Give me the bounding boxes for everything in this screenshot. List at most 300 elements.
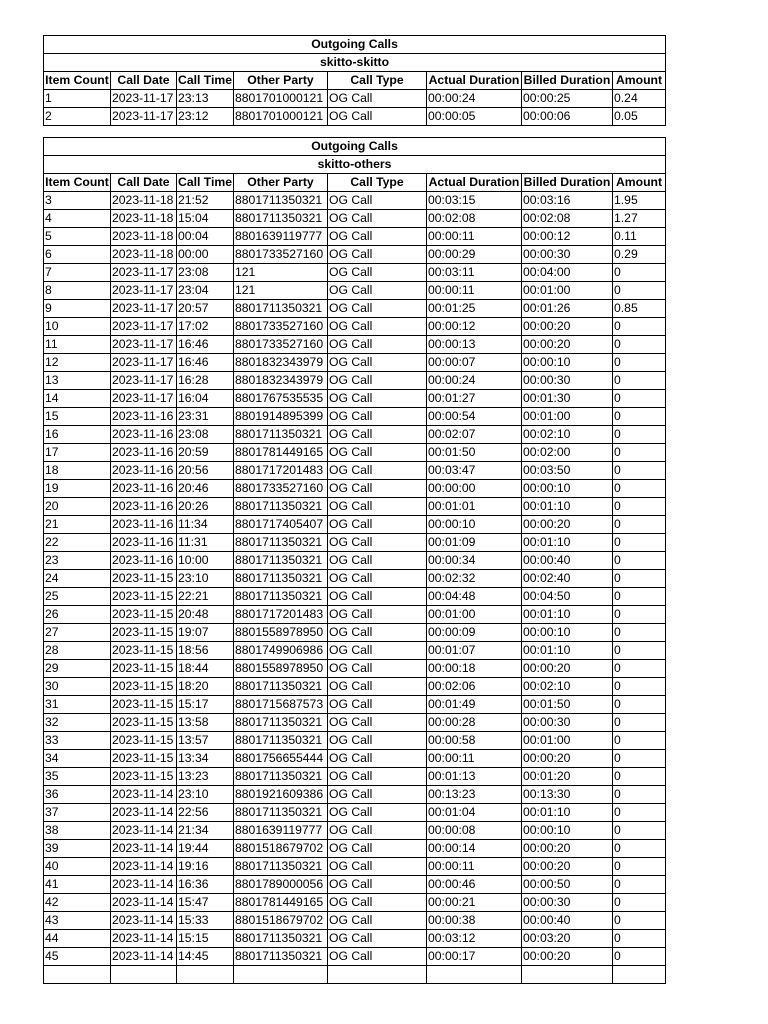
actual-duration-cell: 00:02:06	[427, 678, 522, 696]
call-time-cell: 15:04	[177, 210, 234, 228]
call-type-cell: OG Call	[328, 210, 427, 228]
outgoing-calls-table-skitto-others	[43, 137, 666, 984]
item-count-cell: 1	[44, 90, 111, 108]
billed-duration-cell: 00:04:50	[522, 588, 613, 606]
table-row	[44, 804, 666, 822]
amount-cell: 0	[613, 858, 666, 876]
call-time-cell: 16:46	[177, 354, 234, 372]
amount-cell: 0	[613, 588, 666, 606]
table-row	[44, 822, 666, 840]
actual-duration-cell: 00:13:23	[427, 786, 522, 804]
billed-duration-cell: 00:00:25	[522, 90, 613, 108]
actual-duration-cell: 00:00:21	[427, 894, 522, 912]
amount-cell: 0	[613, 318, 666, 336]
empty-cell	[44, 966, 111, 984]
other-party-cell: 8801711350321	[234, 192, 328, 210]
actual-duration-cell: 00:03:12	[427, 930, 522, 948]
item-count-cell: 32	[44, 714, 111, 732]
table-row	[44, 642, 666, 660]
header-call-type: Call Type	[328, 174, 427, 192]
other-party-cell: 8801711350321	[234, 768, 328, 786]
amount-cell: 0	[613, 534, 666, 552]
actual-duration-cell: 00:02:32	[427, 570, 522, 588]
billed-duration-cell: 00:00:40	[522, 552, 613, 570]
call-type-cell: OG Call	[328, 462, 427, 480]
amount-cell: 0	[613, 444, 666, 462]
call-type-cell: OG Call	[328, 390, 427, 408]
amount-cell: 0.05	[613, 108, 666, 126]
call-time-cell: 14:45	[177, 948, 234, 966]
item-count-cell: 10	[44, 318, 111, 336]
item-count-cell: 17	[44, 444, 111, 462]
item-count-cell: 12	[44, 354, 111, 372]
table-row	[44, 462, 666, 480]
table-row	[44, 732, 666, 750]
call-type-cell: OG Call	[328, 534, 427, 552]
table-row	[44, 930, 666, 948]
item-count-cell: 14	[44, 390, 111, 408]
call-time-cell: 13:23	[177, 768, 234, 786]
table-row	[44, 108, 666, 126]
call-type-cell: OG Call	[328, 894, 427, 912]
amount-cell: 0	[613, 660, 666, 678]
table-row	[44, 894, 666, 912]
call-date-cell: 2023-11-16	[111, 426, 177, 444]
item-count-cell: 8	[44, 282, 111, 300]
header-actual-duration: Actual Duration	[427, 72, 522, 90]
actual-duration-cell: 00:00:24	[427, 90, 522, 108]
actual-duration-cell: 00:00:54	[427, 408, 522, 426]
call-date-cell: 2023-11-15	[111, 714, 177, 732]
call-time-cell: 21:52	[177, 192, 234, 210]
billed-duration-cell: 00:01:00	[522, 732, 613, 750]
other-party-cell: 8801717405407	[234, 516, 328, 534]
empty-cell	[522, 966, 613, 984]
table-row	[44, 300, 666, 318]
call-date-cell: 2023-11-17	[111, 264, 177, 282]
table-row	[44, 786, 666, 804]
call-type-cell: OG Call	[328, 372, 427, 390]
amount-cell: 0	[613, 714, 666, 732]
call-date-cell: 2023-11-14	[111, 858, 177, 876]
call-date-cell: 2023-11-15	[111, 768, 177, 786]
billed-duration-cell: 00:01:30	[522, 390, 613, 408]
amount-cell: 1.95	[613, 192, 666, 210]
call-date-cell: 2023-11-15	[111, 588, 177, 606]
call-type-cell: OG Call	[328, 912, 427, 930]
actual-duration-cell: 00:00:13	[427, 336, 522, 354]
call-time-cell: 15:33	[177, 912, 234, 930]
table-row	[44, 534, 666, 552]
amount-cell: 0	[613, 408, 666, 426]
amount-cell: 0	[613, 570, 666, 588]
item-count-cell: 20	[44, 498, 111, 516]
billed-duration-cell: 00:00:20	[522, 318, 613, 336]
actual-duration-cell: 00:00:24	[427, 372, 522, 390]
billed-duration-cell: 00:00:20	[522, 336, 613, 354]
billed-duration-cell: 00:02:40	[522, 570, 613, 588]
other-party-cell: 8801781449165	[234, 444, 328, 462]
call-date-cell: 2023-11-15	[111, 570, 177, 588]
other-party-cell: 8801711350321	[234, 534, 328, 552]
billed-duration-cell: 00:03:20	[522, 930, 613, 948]
table-subtitle: skitto-skitto	[44, 54, 666, 72]
empty-cell	[177, 966, 234, 984]
billed-duration-cell: 00:02:10	[522, 678, 613, 696]
empty-cell	[427, 966, 522, 984]
other-party-cell: 8801717201483	[234, 462, 328, 480]
call-date-cell: 2023-11-16	[111, 534, 177, 552]
amount-cell: 0	[613, 480, 666, 498]
actual-duration-cell: 00:00:34	[427, 552, 522, 570]
call-date-cell: 2023-11-17	[111, 372, 177, 390]
actual-duration-cell: 00:01:13	[427, 768, 522, 786]
item-count-cell: 29	[44, 660, 111, 678]
call-date-cell: 2023-11-16	[111, 444, 177, 462]
actual-duration-cell: 00:00:09	[427, 624, 522, 642]
other-party-cell: 8801711350321	[234, 714, 328, 732]
amount-cell: 0	[613, 606, 666, 624]
amount-cell: 0	[613, 930, 666, 948]
header-row	[44, 72, 666, 90]
actual-duration-cell: 00:01:50	[427, 444, 522, 462]
billed-duration-cell: 00:00:20	[522, 660, 613, 678]
actual-duration-cell: 00:00:29	[427, 246, 522, 264]
header-call-time: Call Time	[177, 72, 234, 90]
other-party-cell: 8801711350321	[234, 552, 328, 570]
actual-duration-cell: 00:01:25	[427, 300, 522, 318]
other-party-cell: 8801767535535	[234, 390, 328, 408]
call-type-cell: OG Call	[328, 444, 427, 462]
table-row	[44, 858, 666, 876]
actual-duration-cell: 00:01:07	[427, 642, 522, 660]
billed-duration-cell: 00:00:30	[522, 714, 613, 732]
call-type-cell: OG Call	[328, 264, 427, 282]
call-date-cell: 2023-11-18	[111, 228, 177, 246]
amount-cell: 0	[613, 282, 666, 300]
call-type-cell: OG Call	[328, 786, 427, 804]
billed-duration-cell: 00:01:50	[522, 696, 613, 714]
amount-cell: 0	[613, 948, 666, 966]
call-date-cell: 2023-11-14	[111, 912, 177, 930]
call-date-cell: 2023-11-15	[111, 642, 177, 660]
billed-duration-cell: 00:00:20	[522, 840, 613, 858]
header-billed-duration: Billed Duration	[522, 174, 613, 192]
other-party-cell: 8801558978950	[234, 660, 328, 678]
other-party-cell: 8801701000121	[234, 90, 328, 108]
table-row	[44, 210, 666, 228]
billed-duration-cell: 00:00:30	[522, 246, 613, 264]
call-type-cell: OG Call	[328, 336, 427, 354]
call-date-cell: 2023-11-18	[111, 192, 177, 210]
call-date-cell: 2023-11-14	[111, 822, 177, 840]
call-date-cell: 2023-11-14	[111, 804, 177, 822]
item-count-cell: 45	[44, 948, 111, 966]
call-time-cell: 18:44	[177, 660, 234, 678]
item-count-cell: 2	[44, 108, 111, 126]
call-type-cell: OG Call	[328, 480, 427, 498]
actual-duration-cell: 00:01:09	[427, 534, 522, 552]
amount-cell: 0	[613, 516, 666, 534]
amount-cell: 0	[613, 552, 666, 570]
call-type-cell: OG Call	[328, 246, 427, 264]
billed-duration-cell: 00:13:30	[522, 786, 613, 804]
other-party-cell: 8801711350321	[234, 732, 328, 750]
call-type-cell: OG Call	[328, 858, 427, 876]
call-date-cell: 2023-11-17	[111, 90, 177, 108]
other-party-cell: 8801832343979	[234, 354, 328, 372]
call-time-cell: 16:28	[177, 372, 234, 390]
header-other-party: Other Party	[234, 174, 328, 192]
billed-duration-cell: 00:00:50	[522, 876, 613, 894]
item-count-cell: 15	[44, 408, 111, 426]
table-row	[44, 750, 666, 768]
call-date-cell: 2023-11-16	[111, 408, 177, 426]
other-party-cell: 8801711350321	[234, 300, 328, 318]
call-type-cell: OG Call	[328, 108, 427, 126]
call-date-cell: 2023-11-14	[111, 876, 177, 894]
other-party-cell: 8801921609386	[234, 786, 328, 804]
call-time-cell: 20:46	[177, 480, 234, 498]
call-type-cell: OG Call	[328, 516, 427, 534]
other-party-cell: 8801733527160	[234, 480, 328, 498]
actual-duration-cell: 00:01:00	[427, 606, 522, 624]
call-time-cell: 23:13	[177, 90, 234, 108]
call-type-cell: OG Call	[328, 606, 427, 624]
actual-duration-cell: 00:00:17	[427, 948, 522, 966]
billed-duration-cell: 00:01:10	[522, 642, 613, 660]
amount-cell: 0	[613, 786, 666, 804]
call-date-cell: 2023-11-14	[111, 930, 177, 948]
other-party-cell: 8801914895399	[234, 408, 328, 426]
call-type-cell: OG Call	[328, 876, 427, 894]
actual-duration-cell: 00:01:04	[427, 804, 522, 822]
other-party-cell: 8801789000056	[234, 876, 328, 894]
item-count-cell: 39	[44, 840, 111, 858]
amount-cell: 0	[613, 912, 666, 930]
item-count-cell: 28	[44, 642, 111, 660]
call-date-cell: 2023-11-16	[111, 498, 177, 516]
other-party-cell: 8801711350321	[234, 570, 328, 588]
call-date-cell: 2023-11-16	[111, 552, 177, 570]
call-type-cell: OG Call	[328, 822, 427, 840]
item-count-cell: 7	[44, 264, 111, 282]
call-date-cell: 2023-11-17	[111, 300, 177, 318]
other-party-cell: 8801733527160	[234, 318, 328, 336]
call-date-cell: 2023-11-18	[111, 246, 177, 264]
item-count-cell: 6	[44, 246, 111, 264]
table-body	[44, 192, 666, 984]
item-count-cell: 16	[44, 426, 111, 444]
billed-duration-cell: 00:00:10	[522, 624, 613, 642]
call-type-cell: OG Call	[328, 588, 427, 606]
table-row	[44, 624, 666, 642]
actual-duration-cell: 00:00:12	[427, 318, 522, 336]
call-time-cell: 15:15	[177, 930, 234, 948]
item-count-cell: 37	[44, 804, 111, 822]
actual-duration-cell: 00:02:07	[427, 426, 522, 444]
call-time-cell: 10:00	[177, 552, 234, 570]
call-time-cell: 13:34	[177, 750, 234, 768]
empty-cell	[613, 966, 666, 984]
call-date-cell: 2023-11-15	[111, 696, 177, 714]
table-row	[44, 876, 666, 894]
billed-duration-cell: 00:01:20	[522, 768, 613, 786]
call-time-cell: 00:04	[177, 228, 234, 246]
billed-duration-cell: 00:01:10	[522, 498, 613, 516]
amount-cell: 0.24	[613, 90, 666, 108]
other-party-cell: 8801715687573	[234, 696, 328, 714]
amount-cell: 0	[613, 426, 666, 444]
actual-duration-cell: 00:01:01	[427, 498, 522, 516]
table-row	[44, 426, 666, 444]
call-date-cell: 2023-11-18	[111, 210, 177, 228]
table-row	[44, 90, 666, 108]
other-party-cell: 8801711350321	[234, 678, 328, 696]
table-row	[44, 660, 666, 678]
other-party-cell: 8801756655444	[234, 750, 328, 768]
amount-cell: 0.85	[613, 300, 666, 318]
table-row	[44, 264, 666, 282]
call-time-cell: 23:31	[177, 408, 234, 426]
call-type-cell: OG Call	[328, 804, 427, 822]
actual-duration-cell: 00:00:08	[427, 822, 522, 840]
call-type-cell: OG Call	[328, 318, 427, 336]
item-count-cell: 35	[44, 768, 111, 786]
actual-duration-cell: 00:00:11	[427, 858, 522, 876]
call-time-cell: 18:56	[177, 642, 234, 660]
call-time-cell: 23:04	[177, 282, 234, 300]
amount-cell: 0	[613, 894, 666, 912]
call-type-cell: OG Call	[328, 228, 427, 246]
actual-duration-cell: 00:00:28	[427, 714, 522, 732]
item-count-cell: 21	[44, 516, 111, 534]
call-date-cell: 2023-11-16	[111, 516, 177, 534]
billed-duration-cell: 00:01:00	[522, 408, 613, 426]
call-type-cell: OG Call	[328, 552, 427, 570]
amount-cell: 1.27	[613, 210, 666, 228]
billed-duration-cell: 00:00:10	[522, 354, 613, 372]
amount-cell: 0	[613, 750, 666, 768]
call-time-cell: 19:16	[177, 858, 234, 876]
call-type-cell: OG Call	[328, 426, 427, 444]
billed-duration-cell: 00:00:12	[522, 228, 613, 246]
actual-duration-cell: 00:00:14	[427, 840, 522, 858]
actual-duration-cell: 00:00:58	[427, 732, 522, 750]
item-count-cell: 13	[44, 372, 111, 390]
billed-duration-cell: 00:00:10	[522, 480, 613, 498]
call-date-cell: 2023-11-17	[111, 336, 177, 354]
amount-cell: 0	[613, 354, 666, 372]
call-date-cell: 2023-11-15	[111, 732, 177, 750]
amount-cell: 0	[613, 840, 666, 858]
call-date-cell: 2023-11-14	[111, 894, 177, 912]
item-count-cell: 5	[44, 228, 111, 246]
header-row	[44, 174, 666, 192]
table-row	[44, 282, 666, 300]
call-time-cell: 20:26	[177, 498, 234, 516]
call-date-cell: 2023-11-14	[111, 840, 177, 858]
item-count-cell: 41	[44, 876, 111, 894]
call-type-cell: OG Call	[328, 750, 427, 768]
actual-duration-cell: 00:00:07	[427, 354, 522, 372]
other-party-cell: 8801711350321	[234, 498, 328, 516]
call-date-cell: 2023-11-14	[111, 786, 177, 804]
header-billed-duration: Billed Duration	[522, 72, 613, 90]
other-party-cell: 8801711350321	[234, 858, 328, 876]
call-type-cell: OG Call	[328, 678, 427, 696]
table-row	[44, 228, 666, 246]
call-type-cell: OG Call	[328, 192, 427, 210]
call-date-cell: 2023-11-15	[111, 660, 177, 678]
call-date-cell: 2023-11-17	[111, 390, 177, 408]
actual-duration-cell: 00:01:27	[427, 390, 522, 408]
call-type-cell: OG Call	[328, 948, 427, 966]
billed-duration-cell: 00:00:30	[522, 894, 613, 912]
other-party-cell: 8801711350321	[234, 426, 328, 444]
call-type-cell: OG Call	[328, 714, 427, 732]
billed-duration-cell: 00:00:10	[522, 822, 613, 840]
header-item-count: Item Count	[44, 72, 111, 90]
call-type-cell: OG Call	[328, 354, 427, 372]
amount-cell: 0	[613, 804, 666, 822]
other-party-cell: 8801711350321	[234, 804, 328, 822]
call-type-cell: OG Call	[328, 696, 427, 714]
other-party-cell: 8801711350321	[234, 588, 328, 606]
billed-duration-cell: 00:01:00	[522, 282, 613, 300]
item-count-cell: 42	[44, 894, 111, 912]
table-row	[44, 570, 666, 588]
amount-cell: 0	[613, 462, 666, 480]
call-time-cell: 00:00	[177, 246, 234, 264]
call-date-cell: 2023-11-17	[111, 282, 177, 300]
billed-duration-cell: 00:00:40	[522, 912, 613, 930]
billed-duration-cell: 00:02:10	[522, 426, 613, 444]
table-row	[44, 480, 666, 498]
call-time-cell: 20:56	[177, 462, 234, 480]
call-date-cell: 2023-11-16	[111, 462, 177, 480]
item-count-cell: 19	[44, 480, 111, 498]
billed-duration-cell: 00:00:20	[522, 750, 613, 768]
billed-duration-cell: 00:02:00	[522, 444, 613, 462]
actual-duration-cell: 00:00:11	[427, 282, 522, 300]
call-type-cell: OG Call	[328, 930, 427, 948]
header-amount: Amount	[613, 72, 666, 90]
actual-duration-cell: 00:00:18	[427, 660, 522, 678]
call-time-cell: 15:47	[177, 894, 234, 912]
actual-duration-cell: 00:00:11	[427, 228, 522, 246]
amount-cell: 0	[613, 696, 666, 714]
other-party-cell: 8801558978950	[234, 624, 328, 642]
call-date-cell: 2023-11-17	[111, 318, 177, 336]
billed-duration-cell: 00:03:16	[522, 192, 613, 210]
actual-duration-cell: 00:01:49	[427, 696, 522, 714]
billed-duration-cell: 00:02:08	[522, 210, 613, 228]
call-time-cell: 22:56	[177, 804, 234, 822]
table-row	[44, 372, 666, 390]
empty-cell	[111, 966, 177, 984]
header-call-time: Call Time	[177, 174, 234, 192]
other-party-cell: 121	[234, 282, 328, 300]
billed-duration-cell: 00:00:20	[522, 948, 613, 966]
call-time-cell: 20:57	[177, 300, 234, 318]
actual-duration-cell: 00:00:38	[427, 912, 522, 930]
amount-cell: 0	[613, 822, 666, 840]
table-row	[44, 696, 666, 714]
header-item-count: Item Count	[44, 174, 111, 192]
call-date-cell: 2023-11-16	[111, 480, 177, 498]
call-time-cell: 13:58	[177, 714, 234, 732]
